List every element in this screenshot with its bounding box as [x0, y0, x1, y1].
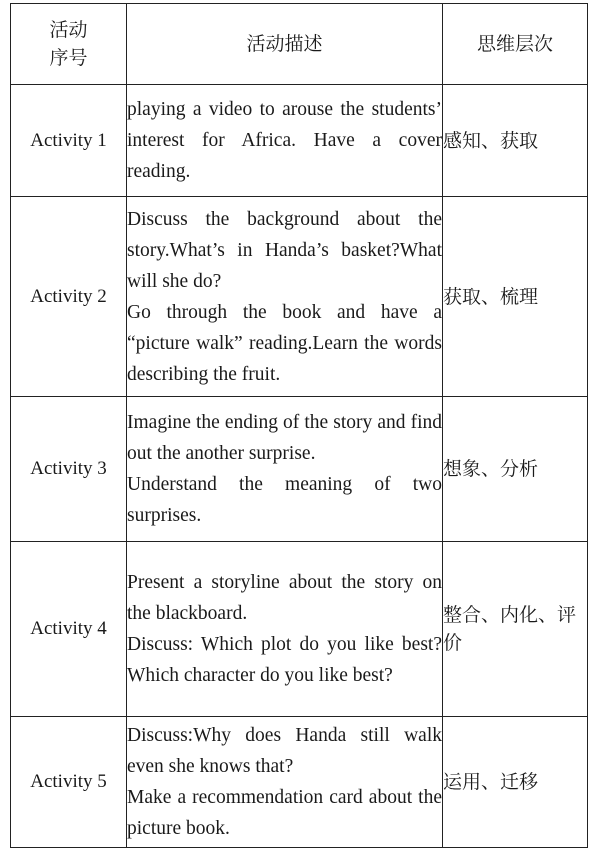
activity-description [127, 717, 443, 848]
header-activity-number-line1: 活动 [49, 19, 88, 41]
description-paragraph: Go through the book and have a “picture walk” reading.Learn the words describing the fruit. [127, 301, 442, 385]
thinking-level: 获取、梳理 [443, 197, 588, 397]
header-thinking-level: 思维层次 [443, 4, 588, 85]
activity-description [127, 542, 443, 717]
description-paragraph: Discuss: Which plot do you like best? Which character do you like best? [127, 634, 442, 686]
description-paragraph: Imagine the ending of the story and find out the another surprise. [127, 412, 442, 464]
header-activity-number-line2: 序号 [49, 47, 88, 69]
description-paragraph: Discuss the background about the story.What’s in Handa’s basket?What will she do? [127, 208, 442, 292]
description-paragraph: playing a video to arouse the students’ interest for Africa. Have a cover reading. [127, 99, 442, 182]
activity-label: Activity 4 [11, 542, 127, 717]
table-row [11, 717, 588, 848]
activity-label: Activity 3 [11, 397, 127, 542]
activity-description [127, 197, 443, 397]
description-paragraph: Present a storyline about the story on the blackboard. [127, 572, 442, 624]
activity-description [127, 85, 443, 197]
header-row [11, 4, 588, 85]
table-row [11, 197, 588, 397]
activity-label: Activity 1 [11, 85, 127, 197]
activity-label: Activity 5 [11, 717, 127, 848]
thinking-level: 运用、迁移 [443, 717, 588, 848]
activity-description [127, 397, 443, 542]
table-row [11, 397, 588, 542]
description-paragraph: Make a recommendation card about the picture book. [127, 787, 442, 839]
table-row [11, 542, 588, 717]
header-description: 活动描述 [127, 4, 443, 85]
description-paragraph: Discuss:Why does Handa still walk even she knows that? [127, 725, 442, 777]
table-row [11, 85, 588, 197]
description-paragraph: Understand the meaning of two surprises. [127, 474, 442, 526]
thinking-level: 想象、分析 [443, 397, 588, 542]
activity-label: Activity 2 [11, 197, 127, 397]
activities-table [10, 3, 588, 848]
header-activity-number [11, 4, 127, 85]
thinking-level: 感知、获取 [443, 85, 588, 197]
thinking-level: 整合、内化、评价 [443, 542, 588, 717]
